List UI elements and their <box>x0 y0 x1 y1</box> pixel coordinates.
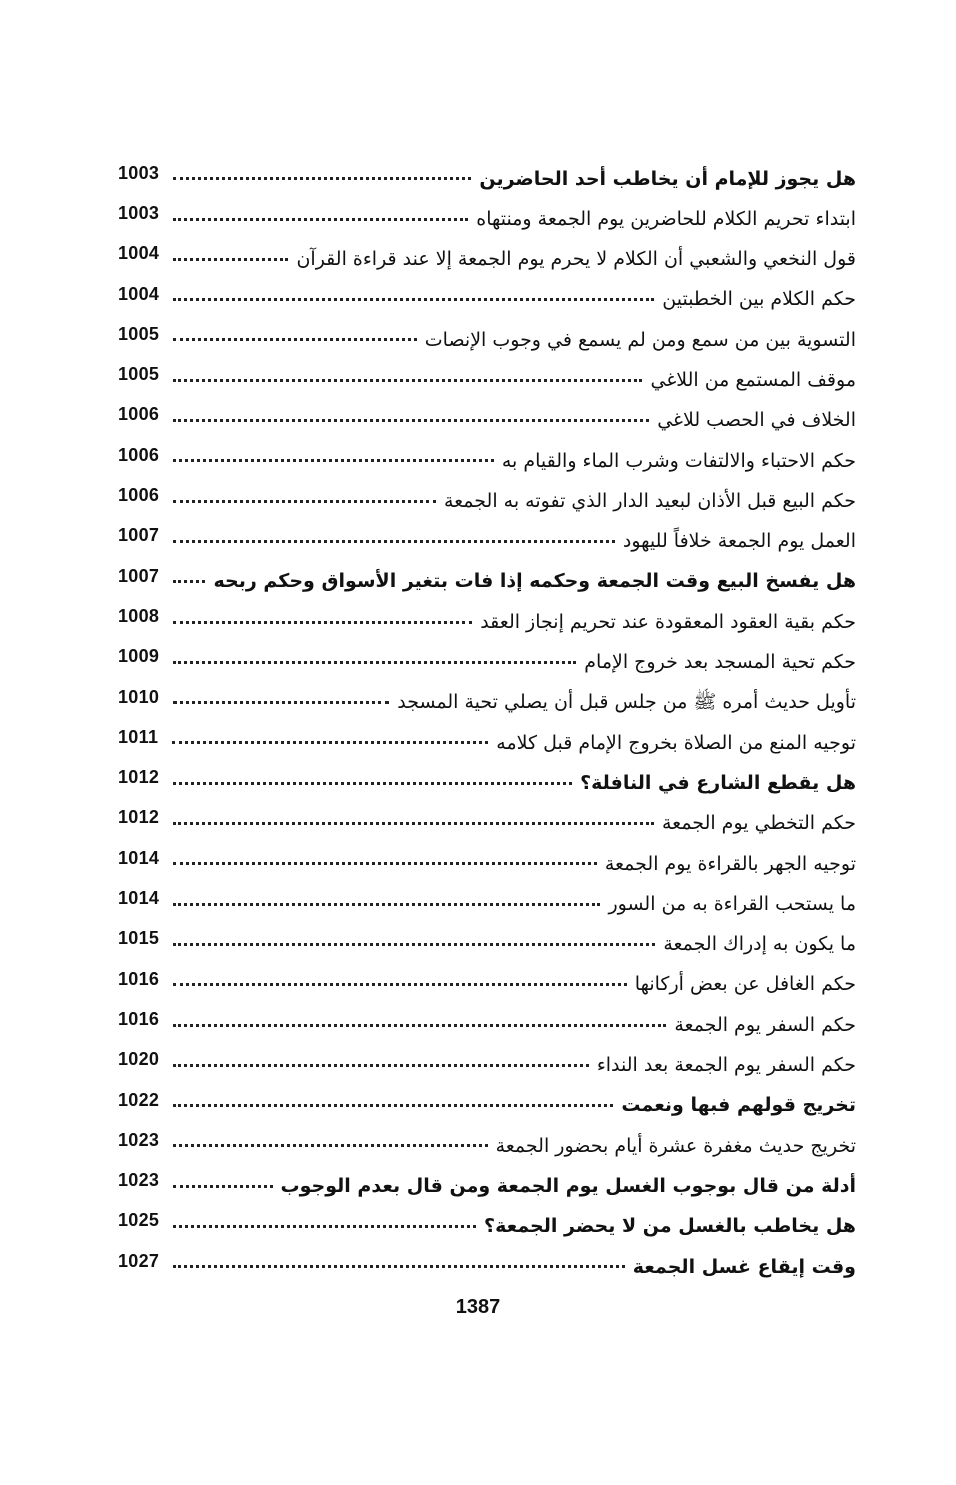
toc-page-number: 1023 <box>118 1129 160 1150</box>
toc-entry-title: حكم الاحتباء والالتفات وشرب الماء والقيام به <box>501 449 856 472</box>
toc-page-number: 1010 <box>118 686 160 707</box>
toc-entry <box>118 1077 856 1117</box>
dot-leader <box>173 540 615 543</box>
toc-entry-title: العمل يوم الجمعة خلافاً لليهود <box>622 530 856 553</box>
toc-entry <box>118 513 856 553</box>
toc-page-number: 1012 <box>118 767 160 788</box>
dot-leader <box>173 701 389 704</box>
toc-entry <box>118 351 856 391</box>
toc-entry <box>118 1117 856 1157</box>
dot-leader <box>173 218 468 221</box>
toc-entry <box>118 271 856 311</box>
toc-entry <box>118 392 856 432</box>
dot-leader <box>173 1265 625 1268</box>
dot-leader <box>173 621 472 624</box>
toc-entry-title: قول النخعي والشعبي أن الكلام لا يحرم يوم الجمعة إلا عند قراءة القرآن <box>296 248 856 271</box>
dot-leader <box>173 1225 476 1228</box>
toc-entry-title: حكم الغافل عن بعض أركانها <box>634 973 856 996</box>
dot-leader <box>172 741 488 744</box>
toc-page-number: 1004 <box>118 283 160 304</box>
toc-page-number: 1008 <box>118 605 160 626</box>
toc-page-number: 1004 <box>118 243 160 264</box>
toc-entry-title: توجيه الجهر بالقراءة يوم الجمعة <box>604 852 856 875</box>
toc-entry <box>118 231 856 271</box>
toc-entry <box>118 754 856 794</box>
toc-entry-title: ابتداء تحريم الكلام للحاضرين يوم الجمعة ومنتهاه <box>476 207 856 230</box>
dot-leader <box>173 943 655 946</box>
toc-entry-title: أدلة من قال بوجوب الغسل يوم الجمعة ومن قال بعدم الوجوب <box>280 1174 856 1197</box>
toc-entry <box>118 593 856 633</box>
page-folio-number: 1387 <box>455 1296 501 1318</box>
dot-leader <box>173 1024 666 1027</box>
dot-leader <box>173 862 597 865</box>
dot-leader <box>173 782 572 785</box>
toc-entry <box>118 311 856 351</box>
toc-page-number: 1012 <box>118 807 160 828</box>
toc-page-number: 1003 <box>118 203 160 223</box>
dot-leader <box>173 1104 613 1107</box>
toc-entry <box>118 996 856 1036</box>
toc-entry-title: هل يفسخ البيع وقت الجمعة وحكمه إذا فات بتغير الأسواق وحكم ربحه <box>213 570 856 593</box>
toc-page-number: 1025 <box>118 1210 160 1231</box>
toc-entry-title: حكم الكلام بين الخطبتين <box>662 288 856 311</box>
toc-entry <box>118 150 856 190</box>
toc-entry <box>118 956 856 996</box>
toc-entry-title: حكم تحية المسجد بعد خروج الإمام <box>584 651 856 674</box>
toc-page-number: 1020 <box>118 1049 160 1070</box>
toc-entry <box>118 634 856 674</box>
toc-entry <box>118 714 856 754</box>
toc-entry-title: التسوية بين من سمع ومن لم يسمع في وجوب الإنصات <box>424 328 856 351</box>
toc-page-number: 1011 <box>118 726 159 747</box>
toc-entry-title: ما يستحب القراءة به من السور <box>608 892 856 915</box>
toc-page-number: 1006 <box>118 485 160 506</box>
toc-page-number: 1016 <box>118 968 160 989</box>
dot-leader <box>173 903 600 906</box>
toc-entry-title: تخريج حديث مغفرة عشرة أيام بحضور الجمعة <box>495 1134 856 1157</box>
toc-page-number: 1015 <box>118 928 160 949</box>
toc-entry-title: هل يقطع الشارع في النافلة؟ <box>580 771 856 794</box>
toc-entry <box>118 432 856 472</box>
toc-page-number: 1006 <box>118 404 160 425</box>
dot-leader <box>173 822 654 825</box>
dot-leader <box>173 1064 589 1067</box>
toc-entry-title: حكم التخطي يوم الجمعة <box>661 812 856 835</box>
toc-entry <box>118 472 856 512</box>
dot-leader <box>173 379 642 382</box>
toc-page-number: 1022 <box>118 1089 160 1110</box>
toc-page-number: 1003 <box>118 162 160 183</box>
dot-leader <box>173 338 417 341</box>
dot-leader <box>173 459 494 462</box>
dot-leader <box>173 983 627 986</box>
dot-leader <box>173 500 436 503</box>
dot-leader <box>173 419 649 422</box>
toc-entry <box>118 1238 856 1278</box>
table-of-contents <box>118 150 856 1278</box>
toc-entry <box>118 553 856 593</box>
toc-entry <box>118 190 856 230</box>
toc-entry <box>118 875 856 915</box>
toc-entry <box>118 916 856 956</box>
dot-leader <box>173 1185 272 1188</box>
dot-leader <box>173 661 576 664</box>
toc-page-number: 1007 <box>118 565 160 586</box>
toc-page-number: 1016 <box>118 1008 160 1029</box>
dot-leader <box>173 580 205 583</box>
toc-entry-title: حكم بقية العقود المعقودة عند تحريم إنجاز العقد <box>480 610 856 633</box>
toc-entry-title: تخريج قولهم فبها ونعمت <box>621 1094 856 1117</box>
toc-entry-title: حكم السفر يوم الجمعة <box>674 1013 856 1036</box>
toc-page-number: 1014 <box>118 847 160 868</box>
toc-entry-title: هل يجوز للإمام أن يخاطب أحد الحاضرين <box>479 167 856 190</box>
dot-leader <box>173 258 288 261</box>
toc-page-number: 1007 <box>118 525 160 546</box>
toc-page-number: 1005 <box>118 323 160 344</box>
dot-leader <box>173 298 654 301</box>
toc-entry <box>118 1157 856 1197</box>
toc-entry <box>118 674 856 714</box>
toc-entry-title: حكم البيع قبل الأذان لبعيد الدار الذي تفوته به الجمعة <box>443 489 856 512</box>
toc-page-number: 1006 <box>118 444 160 465</box>
toc-entry-title: توجيه المنع من الصلاة بخروج الإمام قبل كلامه <box>496 731 856 754</box>
toc-entry-title: هل يخاطب بالغسل من لا يحضر الجمعة؟ <box>484 1215 856 1238</box>
toc-entry-title: وقت إيقاع غسل الجمعة <box>632 1255 856 1278</box>
toc-entry-title: تأويل حديث أمره ﷺ من جلس قبل أن يصلي تحية المسجد <box>397 691 856 714</box>
toc-page-number: 1009 <box>118 646 160 667</box>
toc-page-number: 1027 <box>118 1250 160 1271</box>
toc-entry-title: ما يكون به إدراك الجمعة <box>663 933 856 956</box>
toc-entry-title: موقف المستمع من اللاغي <box>650 368 856 391</box>
toc-page-number: 1005 <box>118 364 160 385</box>
toc-page-number: 1014 <box>118 888 160 909</box>
toc-entry <box>118 835 856 875</box>
toc-entry <box>118 1198 856 1238</box>
toc-entry <box>118 1037 856 1077</box>
toc-entry-title: الخلاف في الحصب للاغي <box>657 409 856 432</box>
dot-leader <box>173 177 471 180</box>
dot-leader <box>173 1144 487 1147</box>
toc-entry <box>118 795 856 835</box>
toc-entry-title: حكم السفر يوم الجمعة بعد النداء <box>596 1054 856 1077</box>
toc-page-number: 1023 <box>118 1170 160 1191</box>
